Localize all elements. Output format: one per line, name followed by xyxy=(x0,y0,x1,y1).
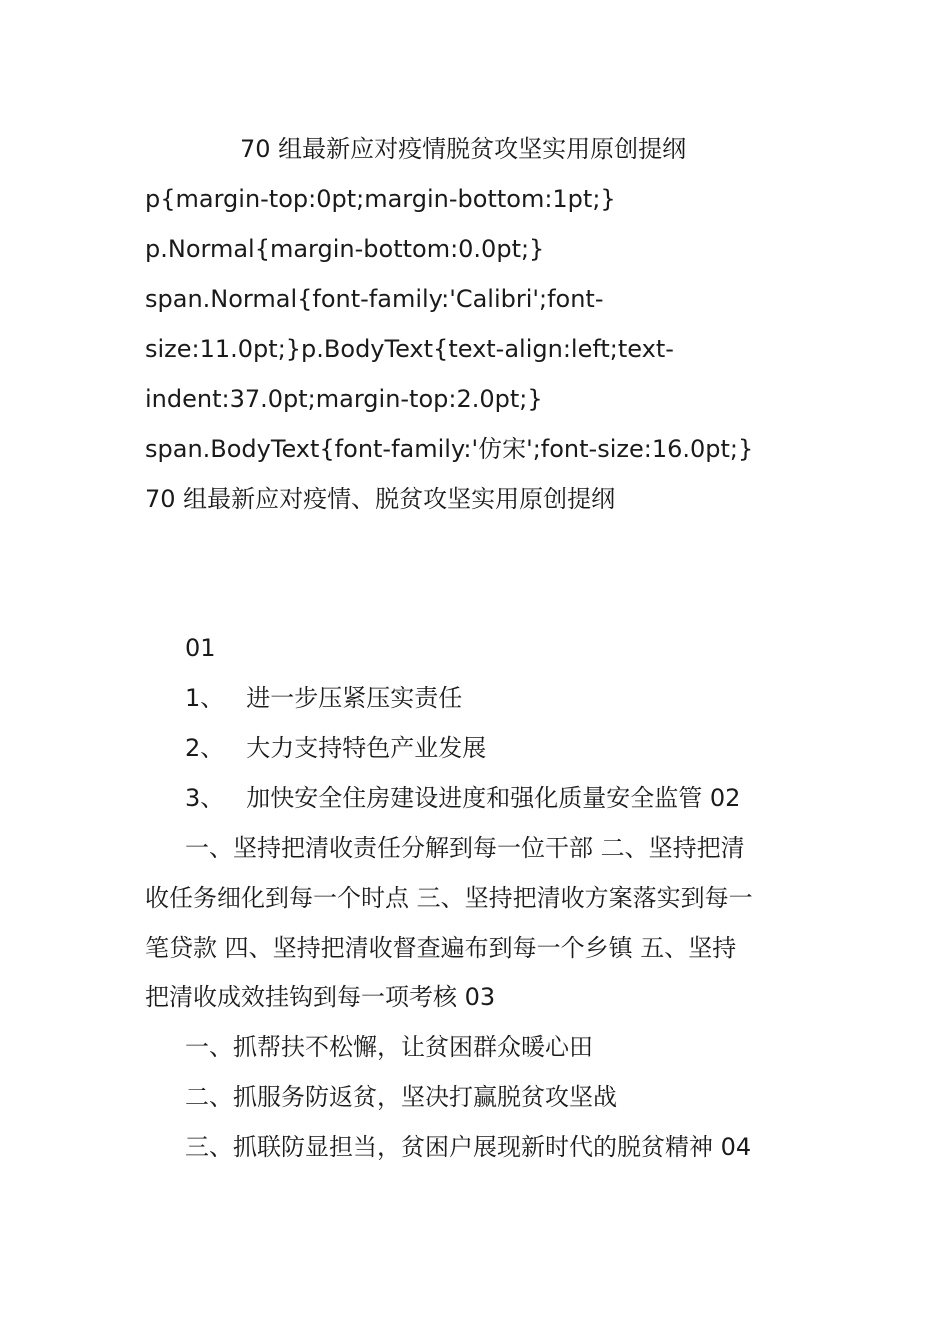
css-line: indent:37.0pt;margin-top:2.0pt;} xyxy=(145,385,543,413)
list-item xyxy=(185,782,740,814)
section-label-01: 01 xyxy=(185,634,216,662)
list-item xyxy=(185,682,462,714)
document-title: 70 组最新应对疫情脱贫攻坚实用原创提纲 xyxy=(240,135,687,163)
list-item-number: 1、 xyxy=(185,684,225,712)
list-item xyxy=(185,732,486,764)
list-item-number: 2、 xyxy=(185,734,225,762)
css-line: p{margin-top:0pt;margin-bottom:1pt;} xyxy=(145,185,616,213)
paragraph-line: 把清收成效挂钩到每一项考核 03 xyxy=(145,983,496,1011)
paragraph-line: 收任务细化到每一个时点 三、坚持把清收方案落实到每一 xyxy=(145,884,753,912)
list-item-text: 进一步压紧压实责任 xyxy=(246,684,463,712)
list-item-text: 加快安全住房建设进度和强化质量安全监管 02 xyxy=(246,784,741,812)
list-item-number: 3、 xyxy=(185,784,225,812)
list-item: 二、抓服务防返贫，坚决打赢脱贫攻坚战 xyxy=(185,1083,617,1111)
list-item: 三、抓联防显担当，贫困户展现新时代的脱贫精神 04 xyxy=(185,1133,752,1161)
css-line: span.Normal{font-family:'Calibri';font- xyxy=(145,285,604,313)
paragraph-line: 一、坚持把清收责任分解到每一位干部 二、坚持把清 xyxy=(185,834,745,862)
paragraph-line: 笔贷款 四、坚持把清收督查遍布到每一个乡镇 五、坚持 xyxy=(145,934,737,962)
css-line: span.BodyText{font-family:'仿宋';font-size:16.0pt;} xyxy=(145,435,754,463)
css-line: size:11.0pt;}p.BodyText{text-align:left;text- xyxy=(145,335,674,363)
list-item: 一、抓帮扶不松懈，让贫困群众暖心田 xyxy=(185,1033,593,1061)
list-item-text: 大力支持特色产业发展 xyxy=(246,734,487,762)
document-subtitle: 70 组最新应对疫情、脱贫攻坚实用原创提纲 xyxy=(145,485,616,513)
css-line: p.Normal{margin-bottom:0.0pt;} xyxy=(145,235,545,263)
